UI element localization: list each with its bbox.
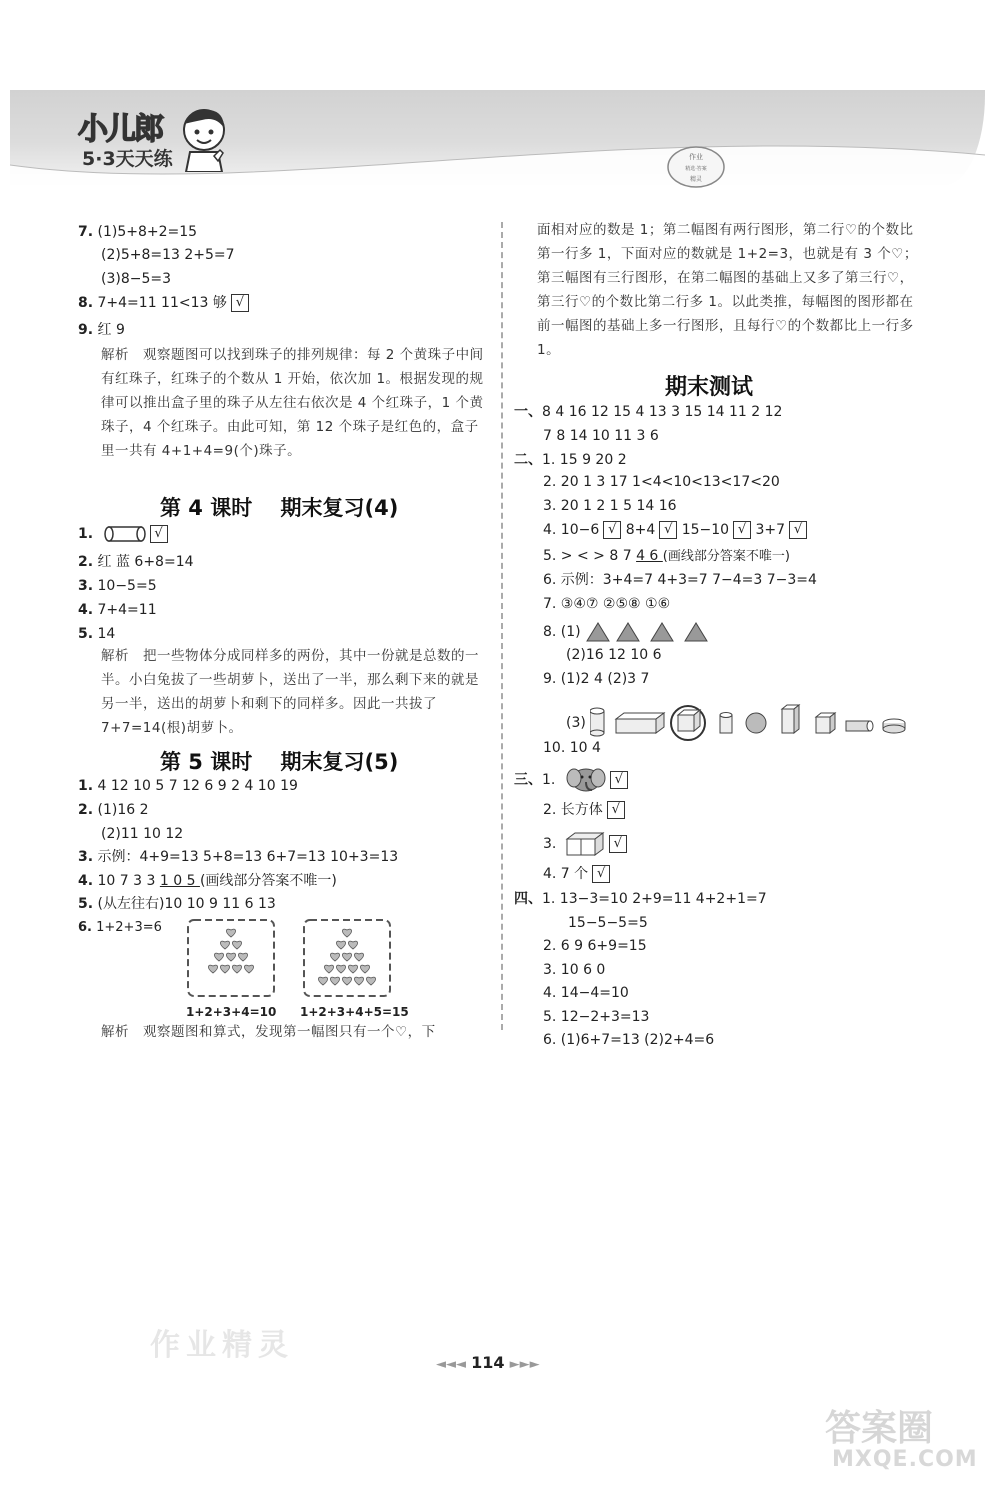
- s4q5-text: 14: [97, 626, 116, 642]
- page-number: 114: [471, 1353, 505, 1372]
- watermark-url: MXQE.COM: [832, 1447, 978, 1472]
- part2-q2: 2. 20 1 3 17 1<4<10<13<17<20: [543, 474, 780, 490]
- s5q1-label: 1.: [78, 778, 94, 794]
- s5q6-label: 6.: [78, 920, 92, 935]
- check-box-icon: √: [733, 521, 751, 539]
- check-box-icon: √: [789, 521, 807, 539]
- q9-label: 9.: [78, 322, 94, 338]
- p2q5-underlined: 4 6: [636, 548, 663, 564]
- triangles-icon: [585, 621, 725, 643]
- part3-q1: [514, 766, 628, 794]
- part4-q4: 4. 14−4=10: [543, 985, 629, 1001]
- check-box-icon: √: [607, 801, 625, 819]
- s5-q6: [78, 918, 162, 938]
- s4q5-label: 5.: [78, 626, 94, 642]
- p2q4-b: 8+4: [621, 522, 656, 538]
- part4-q1: [514, 889, 767, 909]
- s5q6-caption1: 1+2+3+4=10: [186, 1005, 277, 1019]
- p2q4-c: 15−10: [677, 522, 730, 538]
- part2-q1: 1. 15 9 20 2: [542, 452, 627, 468]
- s5-q5: [78, 894, 276, 914]
- watermark-site-logo: 答案圈: [825, 1408, 934, 1449]
- page-prev-arrows-icon: ◄◄◄: [436, 1357, 466, 1372]
- q8-label: 8.: [78, 295, 94, 311]
- q7-line1: (1)5+8+2=15: [97, 224, 198, 240]
- q7-line3: (3)8−5=3: [101, 271, 172, 287]
- p2q8-a: 8. (1): [543, 624, 581, 640]
- check-box-icon: √: [592, 865, 610, 883]
- s4-q3: [78, 576, 157, 596]
- s4-q5: [78, 624, 115, 644]
- s4-q1: [78, 524, 168, 544]
- part2-q9: 9. (1)2 4 (2)3 7: [543, 671, 650, 687]
- q7-label: 7.: [78, 224, 94, 240]
- s5q5-text: (从左往右)10 10 9 11 6 13: [97, 896, 276, 912]
- p3q2-text: 2. 长方体: [543, 802, 603, 818]
- part3-q3: [543, 831, 627, 857]
- cube-stack-icon: [565, 831, 605, 857]
- q9-analysis: 解析 观察题图可以找到珠子的排列规律：每 2 个黄珠子中间有红珠子，红珠子的个数从 1 开始，依次加 1。根据发现的规律可以推出盒子里的珠子从左往右依次是 4 个红珠子，1 个黄珠子，4 个红珠子。由此可知，第 12 个珠子是红色的，盒子里一共有 4+1+4=9(个)珠子。: [101, 347, 484, 459]
- s5-q2: [78, 800, 149, 820]
- check-box-icon: √: [610, 771, 628, 789]
- s5q5-label: 5.: [78, 896, 94, 912]
- s5q4-label: 4.: [78, 873, 94, 889]
- s5q2-line1: (1)16 2: [97, 802, 149, 818]
- heart-triangle-4-rows: [186, 918, 276, 998]
- column-divider: [501, 222, 503, 1030]
- check-box-icon: √: [150, 525, 168, 543]
- q7: [78, 222, 197, 242]
- s4q3-text: 10−5=5: [97, 578, 157, 594]
- s5q4-underlined: 1 0 5: [159, 873, 200, 889]
- part2-q5: [543, 546, 790, 567]
- s4q4-text: 7+4=11: [97, 602, 157, 618]
- part3-label: 三、: [514, 772, 542, 788]
- p2q4-a: 4. 10−6: [543, 522, 600, 538]
- watermark-bottom: 作业精灵: [150, 1328, 294, 1363]
- part2-label: 二、: [514, 452, 542, 468]
- cylinder-lying-icon: [104, 524, 146, 544]
- svg-text:精灵: 精灵: [689, 176, 703, 183]
- part1: [514, 402, 782, 422]
- part2-q8: [543, 621, 725, 643]
- p4q1-line1: 1. 13−3=10 2+9=11 4+2+1=7: [542, 891, 767, 907]
- boy-mascot-icon: [178, 106, 230, 172]
- p2q9-3-label: (3): [566, 715, 586, 731]
- logo-title: 小儿郎: [78, 112, 162, 147]
- check-box-icon: √: [609, 835, 627, 853]
- s4q4-label: 4.: [78, 602, 94, 618]
- s5q6-text: 1+2+3=6: [96, 920, 162, 935]
- s5-q4: [78, 871, 337, 891]
- part1-label: 一、: [514, 404, 542, 420]
- part1-line2: 7 8 14 10 11 3 6: [543, 428, 659, 444]
- s5q2-label: 2.: [78, 802, 94, 818]
- s5q4-pre: 10 7 3 3: [97, 873, 160, 889]
- part4-q5: 5. 12−2+3=13: [543, 1009, 650, 1025]
- svg-text:精选·答案: 精选·答案: [685, 166, 707, 172]
- q7-line2: (2)5+8=13 2+5=7: [101, 247, 235, 263]
- s5-q1: [78, 776, 298, 796]
- part2-q4: [543, 520, 807, 540]
- svg-text:作业: 作业: [689, 153, 703, 161]
- check-box-icon: √: [603, 521, 621, 539]
- part2-q9-3: [566, 703, 910, 743]
- s5-q3: [78, 847, 398, 867]
- part3-q4: [543, 864, 610, 884]
- s4q1-label: 1.: [78, 526, 94, 542]
- elephant-icon: [564, 766, 606, 794]
- section-title-lesson4: 第 4 课时 期末复习(4): [160, 496, 399, 520]
- s5q4-post: (画线部分答案不唯一): [199, 873, 337, 889]
- p3q1-label: 1.: [542, 772, 556, 788]
- part3-q2: [543, 800, 625, 820]
- analysis-continued: 面相对应的数是 1；第二幅图有两行图形，第二行♡的个数比第一行多 1，下面对应的数就是 1+2=3，也就是有 3 个♡；第三幅图有三行图形，在第二幅图的基础上又多了第三行♡，第三行♡的个数比第二行多 1。以此类推，每幅图的图形都在前一幅图的基础上多一行图形，且每行♡的个数都比上一行多 1。: [537, 222, 918, 358]
- part4-q3: 3. 10 6 0: [543, 962, 606, 978]
- part4-q1-line2: 15−5−5=5: [568, 915, 648, 931]
- stamp-seal-icon: [665, 142, 727, 192]
- q9-text: 红 9: [97, 322, 125, 338]
- s4q2-text: 红 蓝 6+8=14: [97, 554, 194, 570]
- s4q3-label: 3.: [78, 578, 94, 594]
- s5q6-analysis: 解析 观察题图和算式，发现第一幅图只有一个♡，下: [101, 1024, 436, 1040]
- s4-q4: [78, 600, 157, 620]
- part2-q8-2: (2)16 12 10 6: [566, 647, 662, 663]
- s5q1-text: 4 12 10 5 7 12 6 9 2 4 10 19: [97, 778, 298, 794]
- part2-q7: 7. ③④⑦ ②⑤⑧ ①⑥: [543, 596, 671, 612]
- part2-q10: 10. 10 4: [543, 740, 601, 756]
- s5q2-line2: (2)11 10 12: [101, 826, 184, 842]
- check-box-icon: √: [231, 294, 249, 312]
- page-next-arrows-icon: ►►►: [509, 1357, 540, 1372]
- s4q5-analysis: 解析 把一些物体分成同样多的两份，其中一份就是总数的一半。小白兔拔了一些胡萝卜，送出了一半，那么剩下来的就是另一半，送出的胡萝卜和剩下的同样多。因此一共拔了 7+7=14(根)胡萝卜。: [101, 648, 479, 736]
- part2-q3: 3. 20 1 2 1 5 14 16: [543, 498, 677, 514]
- s5q6-caption2: 1+2+3+4+5=15: [300, 1005, 409, 1019]
- s5q3-label: 3.: [78, 849, 94, 865]
- part2-q6: 6. 示例：3+4=7 4+3=7 7−4=3 7−3=4: [543, 572, 817, 588]
- part4-q2: 2. 6 9 6+9=15: [543, 938, 647, 954]
- q8-text: 7+4=11 11<13 够: [97, 295, 227, 311]
- part4-label: 四、: [514, 891, 542, 907]
- section-title-final-test: 期末测试: [665, 375, 754, 400]
- part1-line1: 8 4 16 12 15 4 13 3 15 14 11 2 12: [542, 404, 783, 420]
- p3q3-label: 3.: [543, 836, 557, 852]
- p2q5-pre: 5. > < > 8 7: [543, 548, 637, 564]
- q9: [78, 320, 125, 340]
- check-box-icon: √: [659, 521, 677, 539]
- part2: [514, 450, 627, 470]
- page-number-area: [436, 1353, 540, 1372]
- heart-triangle-5-rows: [302, 918, 392, 998]
- s4-q2: [78, 552, 194, 572]
- p2q4-d: 3+7: [751, 522, 786, 538]
- brand-logo: [70, 102, 235, 174]
- part4-q6: 6. (1)6+7=13 (2)2+4=6: [543, 1032, 715, 1048]
- p2q5-post: (画线部分答案不唯一): [662, 549, 790, 564]
- logo-subtitle: 5·3天天练: [82, 148, 173, 170]
- q8: [78, 293, 249, 313]
- section-title-lesson5: 第 5 课时 期末复习(5): [160, 750, 399, 774]
- s5q3-text: 示例：4+9=13 5+8=13 6+7=13 10+3=13: [97, 849, 399, 865]
- s4q2-label: 2.: [78, 554, 94, 570]
- solid-shapes-icon: [590, 703, 910, 743]
- p3q4-text: 4. 7 个: [543, 866, 589, 882]
